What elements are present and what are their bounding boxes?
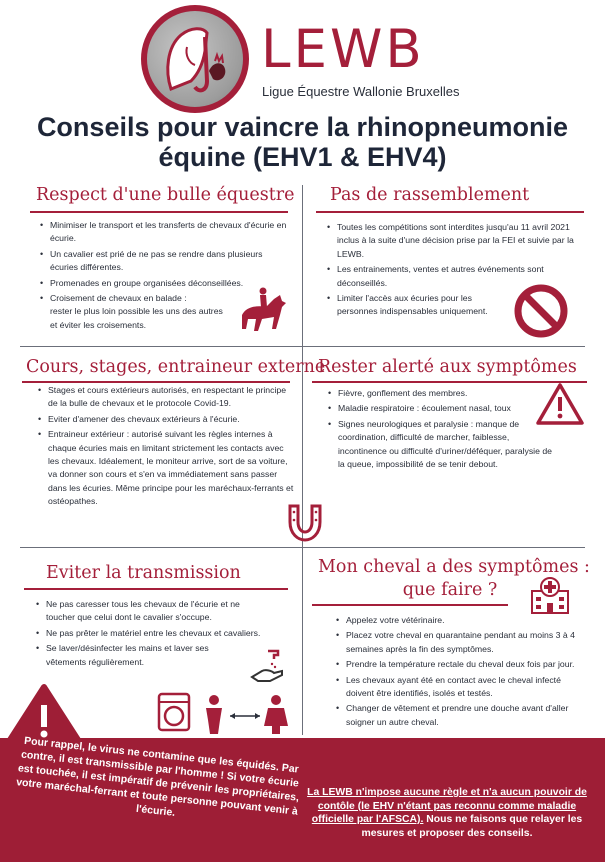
list-item: • Fièvre, gonflement des membres. bbox=[338, 387, 556, 400]
section-body-que-faire bbox=[332, 614, 590, 731]
horse-rider-icon bbox=[236, 285, 292, 337]
list-item: • Promenades en groupe organisées déconseillées. bbox=[50, 277, 291, 290]
list-transmission bbox=[32, 598, 268, 669]
list-item: • Limiter l'accès aux écuries pour les personnes indispensables uniquement. bbox=[337, 292, 512, 319]
section-title-que-faire-line2: que faire ? bbox=[402, 580, 498, 600]
list-item: • Toutes les compétitions sont interdites jusqu'au 11 avril 2021 inclus à la suite d'une décision prise par la FEI et suivie par la LEWB. bbox=[337, 221, 583, 261]
page-title bbox=[0, 112, 605, 172]
section-title-que-faire-line1: Mon cheval a des symptômes : bbox=[318, 557, 590, 577]
list-item: • Les entrainements, ventes et autres événements sont déconseillés. bbox=[337, 263, 583, 290]
section-underline bbox=[312, 604, 508, 606]
disclaimer-underlined: La LEWB n'impose aucune règle et n'a aucun pouvoir de contôle (le EHV n'étant pas reconnu comme maladie officielle par l'AFSCA). bbox=[307, 787, 587, 825]
section-body-symptomes bbox=[324, 387, 556, 473]
logo-text: LEWB bbox=[261, 19, 425, 80]
list-item: • Changer de vêtement et prendre une douche avant d'aller soigner un autre cheval. bbox=[346, 702, 590, 729]
list-item: • Ne pas prêter le matériel entre les chevaux et cavaliers. bbox=[46, 627, 268, 640]
section-body-transmission bbox=[32, 598, 268, 671]
list-item-text: Croisement de chevaux en balade : bbox=[50, 293, 187, 304]
list-item: • Ne pas caresser tous les chevaux de l'écurie et ne toucher que celui dont le cavalier s'occupe. bbox=[46, 598, 268, 625]
list-item: • Placez votre cheval en quarantaine pendant au moins 3 à 4 semaines après la fin des symptômes. bbox=[346, 629, 590, 656]
section-underline bbox=[30, 211, 288, 213]
warning-icon bbox=[534, 381, 586, 429]
section-body-cours bbox=[34, 384, 296, 511]
people-distance-icon bbox=[200, 692, 292, 736]
horseshoe-icon bbox=[282, 500, 328, 546]
section-title-symptomes: Rester alerté aux symptômes bbox=[318, 357, 577, 377]
row-divider-2 bbox=[20, 547, 585, 548]
list-item: • Se laver/désinfecter les mains et laver ses vêtements régulièrement. bbox=[46, 642, 236, 669]
list-symptomes bbox=[324, 387, 556, 471]
hospital-icon bbox=[528, 575, 572, 615]
section-underline bbox=[22, 381, 290, 383]
list-item: • Eviter d'amener des chevaux extérieurs à l'écurie. bbox=[48, 413, 296, 426]
list-item: • Signes neurologiques et paralysie : manque de coordination, difficulté de marcher, faiblesse, incontinence ou difficulté d'uriner/déféquer, paralysie de la queue, impossibilité de se tenir debout. bbox=[338, 418, 556, 472]
list-item: • Un cavalier est prié de ne pas se rendre dans plusieurs écuries différentes. bbox=[50, 248, 291, 275]
list-que-faire bbox=[332, 614, 590, 729]
footer-note-virus: Pour rappel, le virus ne contamine que les équidés. Par contre, il est transmissible par l'homme ! Si votre écurie est touchée, il est impératif de prévenir les propriétaires, votre maréchal-ferrant et toute personne pouvant venir à l'écurie. bbox=[15, 734, 300, 819]
list-item-continuation: rester le plus loin possible les uns des autres et éviter les croisements. bbox=[50, 306, 223, 330]
washing-machine-icon bbox=[157, 692, 191, 732]
list-item: • Minimiser le transport et les transferts de chevaux d'écurie en écurie. bbox=[50, 219, 291, 246]
hand-washing-icon bbox=[248, 647, 286, 685]
center-divider bbox=[302, 185, 303, 735]
section-title-rassemblement: Pas de rassemblement bbox=[330, 185, 530, 205]
section-underline bbox=[316, 211, 584, 213]
section-title-transmission: Eviter la transmission bbox=[46, 563, 241, 583]
list-item: • Appelez votre vétérinaire. bbox=[346, 614, 590, 627]
footer-note-disclaimer bbox=[297, 786, 597, 840]
prohibited-icon bbox=[513, 283, 569, 339]
list-item: • Maladie respiratoire : écoulement nasal, toux bbox=[338, 402, 518, 415]
section-underline bbox=[24, 588, 288, 590]
list-item: • Stages et cours extérieurs autorisés, en respectant le principe de la bulle de chevaux et le protocole Covid-19. bbox=[48, 384, 296, 411]
page-title-line1: Conseils pour vaincre la rhinopneumonie bbox=[36, 112, 569, 142]
list-item: • Prendre la température rectale du cheval deux fois par jour. bbox=[346, 658, 590, 671]
list-item: • Les chevaux ayant été en contact avec le cheval infecté doivent être identifiés, isolés et testés. bbox=[346, 674, 590, 701]
list-cours bbox=[34, 384, 296, 509]
logo-subtitle: Ligue Équestre Wallonie Bruxelles bbox=[262, 84, 460, 99]
section-title-cours: Cours, stages, entraineur externe bbox=[26, 357, 326, 377]
lewb-logo-emblem bbox=[141, 5, 249, 113]
page-title-line2: équine (EHV1 & EHV4) bbox=[158, 142, 447, 172]
disclaimer-rest: Nous ne faisons que relayer les mesures et proposer des conseils. bbox=[361, 814, 583, 839]
list-item: • Entraineur extérieur : autorisé suivant les règles internes à chaque écuries mais en limitant strictement les contacts avec les chevaux. Idéalement, le moniteur arrive, sort de sa voiture, va donner son cours et s'en va immédiatement sans passer dans les écuries. Même principe pour les maréchaux-ferrants et ostéopathes. bbox=[48, 428, 296, 508]
section-title-bulle: Respect d'une bulle équestre bbox=[36, 185, 295, 205]
row-divider-1 bbox=[20, 346, 585, 347]
horse-rooster-logo-icon bbox=[147, 11, 243, 107]
